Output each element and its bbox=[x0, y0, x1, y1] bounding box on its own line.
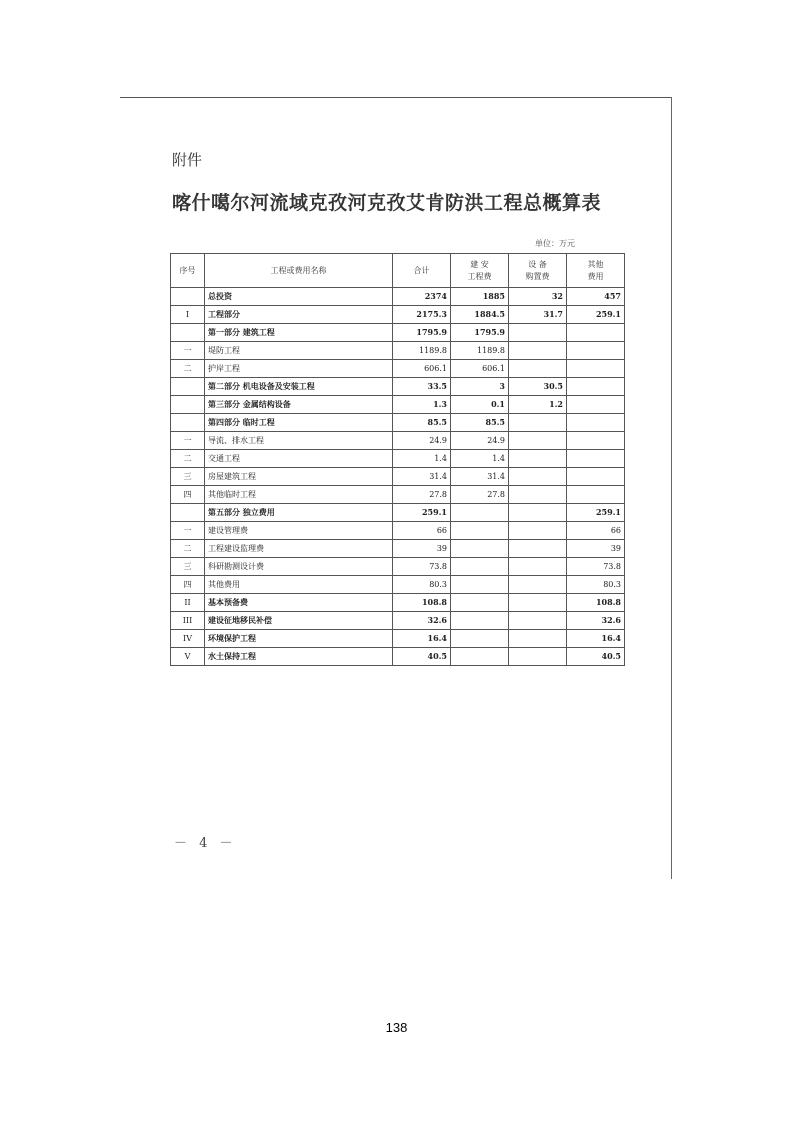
row-index bbox=[171, 378, 205, 396]
row-total: 80.3 bbox=[393, 576, 451, 594]
row-name: 总投资 bbox=[205, 288, 393, 306]
header-construction: 建 安 工程费 bbox=[451, 254, 509, 288]
row-construction bbox=[451, 594, 509, 612]
table-row bbox=[171, 576, 625, 594]
row-equipment bbox=[509, 576, 567, 594]
row-index: IV bbox=[171, 630, 205, 648]
row-construction bbox=[451, 576, 509, 594]
row-total: 2175.3 bbox=[393, 306, 451, 324]
row-other: 259.1 bbox=[567, 306, 625, 324]
row-other: 66 bbox=[567, 522, 625, 540]
row-index: 一 bbox=[171, 522, 205, 540]
row-equipment bbox=[509, 540, 567, 558]
row-other bbox=[567, 468, 625, 486]
row-index bbox=[171, 396, 205, 414]
row-construction: 1884.5 bbox=[451, 306, 509, 324]
row-total: 2374 bbox=[393, 288, 451, 306]
row-other bbox=[567, 342, 625, 360]
scan-border-top bbox=[120, 97, 672, 98]
table-row bbox=[171, 540, 625, 558]
row-name: 科研勘测设计费 bbox=[205, 558, 393, 576]
row-total: 1.4 bbox=[393, 450, 451, 468]
row-name: 第三部分 金属结构设备 bbox=[205, 396, 393, 414]
table-row bbox=[171, 630, 625, 648]
row-construction: 0.1 bbox=[451, 396, 509, 414]
row-equipment bbox=[509, 342, 567, 360]
row-total: 85.5 bbox=[393, 414, 451, 432]
budget-table bbox=[170, 253, 625, 666]
row-index: 四 bbox=[171, 486, 205, 504]
row-total: 1795.9 bbox=[393, 324, 451, 342]
row-name: 工程部分 bbox=[205, 306, 393, 324]
row-equipment bbox=[509, 360, 567, 378]
row-total: 27.8 bbox=[393, 486, 451, 504]
row-total: 39 bbox=[393, 540, 451, 558]
table-body bbox=[171, 288, 625, 666]
row-construction: 1189.8 bbox=[451, 342, 509, 360]
table-row bbox=[171, 342, 625, 360]
row-index bbox=[171, 324, 205, 342]
table-row bbox=[171, 324, 625, 342]
row-total: 606.1 bbox=[393, 360, 451, 378]
table-row bbox=[171, 360, 625, 378]
row-other: 80.3 bbox=[567, 576, 625, 594]
row-other: 16.4 bbox=[567, 630, 625, 648]
row-name: 其他临时工程 bbox=[205, 486, 393, 504]
row-index: II bbox=[171, 594, 205, 612]
row-equipment bbox=[509, 558, 567, 576]
row-name: 堤防工程 bbox=[205, 342, 393, 360]
table-row bbox=[171, 396, 625, 414]
row-other: 457 bbox=[567, 288, 625, 306]
footer-number: 138 bbox=[385, 1020, 408, 1035]
row-name: 工程建设监理费 bbox=[205, 540, 393, 558]
row-total: 31.4 bbox=[393, 468, 451, 486]
row-other bbox=[567, 450, 625, 468]
table-row bbox=[171, 306, 625, 324]
row-equipment bbox=[509, 468, 567, 486]
table-row bbox=[171, 378, 625, 396]
row-construction: 1885 bbox=[451, 288, 509, 306]
row-equipment bbox=[509, 486, 567, 504]
row-index: V bbox=[171, 648, 205, 666]
row-name: 第一部分 建筑工程 bbox=[205, 324, 393, 342]
row-total: 40.5 bbox=[393, 648, 451, 666]
row-total: 33.5 bbox=[393, 378, 451, 396]
table-header-row bbox=[171, 254, 625, 288]
row-construction bbox=[451, 540, 509, 558]
row-index bbox=[171, 414, 205, 432]
row-index: 一 bbox=[171, 432, 205, 450]
row-equipment bbox=[509, 450, 567, 468]
row-other bbox=[567, 360, 625, 378]
row-total: 1.3 bbox=[393, 396, 451, 414]
row-name: 环境保护工程 bbox=[205, 630, 393, 648]
row-name: 基本预备费 bbox=[205, 594, 393, 612]
row-construction bbox=[451, 630, 509, 648]
row-equipment bbox=[509, 504, 567, 522]
row-name: 其他费用 bbox=[205, 576, 393, 594]
row-equipment bbox=[509, 594, 567, 612]
row-index: 三 bbox=[171, 468, 205, 486]
header-other: 其他 费用 bbox=[567, 254, 625, 288]
scan-border-right bbox=[671, 97, 672, 879]
row-construction bbox=[451, 504, 509, 522]
row-index bbox=[171, 288, 205, 306]
header-equipment: 设 备 购置费 bbox=[509, 254, 567, 288]
row-construction: 27.8 bbox=[451, 486, 509, 504]
row-name: 建设征地移民补偿 bbox=[205, 612, 393, 630]
header-index: 序号 bbox=[171, 254, 205, 288]
row-equipment: 31.7 bbox=[509, 306, 567, 324]
table-row bbox=[171, 504, 625, 522]
row-index: 三 bbox=[171, 558, 205, 576]
row-other bbox=[567, 432, 625, 450]
row-index: 四 bbox=[171, 576, 205, 594]
row-name: 交通工程 bbox=[205, 450, 393, 468]
row-total: 24.9 bbox=[393, 432, 451, 450]
row-equipment bbox=[509, 324, 567, 342]
row-construction: 24.9 bbox=[451, 432, 509, 450]
page-title: 喀什噶尔河流域克孜河克孜艾肯防洪工程总概算表 bbox=[172, 192, 602, 214]
row-other bbox=[567, 414, 625, 432]
row-equipment bbox=[509, 414, 567, 432]
row-index: 二 bbox=[171, 360, 205, 378]
row-construction: 3 bbox=[451, 378, 509, 396]
row-equipment: 1.2 bbox=[509, 396, 567, 414]
row-equipment bbox=[509, 648, 567, 666]
row-equipment bbox=[509, 612, 567, 630]
row-construction bbox=[451, 612, 509, 630]
row-total: 16.4 bbox=[393, 630, 451, 648]
row-other bbox=[567, 486, 625, 504]
row-construction: 606.1 bbox=[451, 360, 509, 378]
row-other bbox=[567, 378, 625, 396]
row-index: III bbox=[171, 612, 205, 630]
attachment-label: 附件 bbox=[172, 151, 203, 169]
row-equipment bbox=[509, 432, 567, 450]
unit-label: 单位：万元 bbox=[535, 239, 575, 248]
row-construction: 85.5 bbox=[451, 414, 509, 432]
row-name: 第五部分 独立费用 bbox=[205, 504, 393, 522]
row-total: 108.8 bbox=[393, 594, 451, 612]
row-equipment bbox=[509, 522, 567, 540]
table-row bbox=[171, 558, 625, 576]
table-row bbox=[171, 594, 625, 612]
row-other: 108.8 bbox=[567, 594, 625, 612]
row-name: 水土保持工程 bbox=[205, 648, 393, 666]
row-equipment: 32 bbox=[509, 288, 567, 306]
row-name: 建设管理费 bbox=[205, 522, 393, 540]
row-other: 39 bbox=[567, 540, 625, 558]
row-index: 二 bbox=[171, 540, 205, 558]
row-total: 73.8 bbox=[393, 558, 451, 576]
table-row bbox=[171, 450, 625, 468]
table-row bbox=[171, 288, 625, 306]
table-row bbox=[171, 612, 625, 630]
table-row bbox=[171, 522, 625, 540]
table-row bbox=[171, 432, 625, 450]
row-construction: 1.4 bbox=[451, 450, 509, 468]
row-construction: 1795.9 bbox=[451, 324, 509, 342]
row-other: 32.6 bbox=[567, 612, 625, 630]
header-total: 合计 bbox=[393, 254, 451, 288]
row-index: 二 bbox=[171, 450, 205, 468]
row-index: I bbox=[171, 306, 205, 324]
row-index: 一 bbox=[171, 342, 205, 360]
table-row bbox=[171, 414, 625, 432]
row-construction bbox=[451, 648, 509, 666]
row-name: 第二部分 机电设备及安装工程 bbox=[205, 378, 393, 396]
row-other bbox=[567, 396, 625, 414]
row-other: 259.1 bbox=[567, 504, 625, 522]
row-other: 40.5 bbox=[567, 648, 625, 666]
row-total: 259.1 bbox=[393, 504, 451, 522]
row-name: 护岸工程 bbox=[205, 360, 393, 378]
table-row bbox=[171, 486, 625, 504]
page-number: － 4 － bbox=[174, 836, 237, 851]
row-name: 导流、排水工程 bbox=[205, 432, 393, 450]
row-equipment bbox=[509, 630, 567, 648]
row-total: 1189.8 bbox=[393, 342, 451, 360]
row-name: 房屋建筑工程 bbox=[205, 468, 393, 486]
row-other bbox=[567, 324, 625, 342]
table-row bbox=[171, 468, 625, 486]
header-name: 工程或费用名称 bbox=[205, 254, 393, 288]
row-construction: 31.4 bbox=[451, 468, 509, 486]
row-total: 66 bbox=[393, 522, 451, 540]
row-construction bbox=[451, 522, 509, 540]
row-construction bbox=[451, 558, 509, 576]
row-other: 73.8 bbox=[567, 558, 625, 576]
table-row bbox=[171, 648, 625, 666]
row-total: 32.6 bbox=[393, 612, 451, 630]
row-index bbox=[171, 504, 205, 522]
row-name: 第四部分 临时工程 bbox=[205, 414, 393, 432]
row-equipment: 30.5 bbox=[509, 378, 567, 396]
